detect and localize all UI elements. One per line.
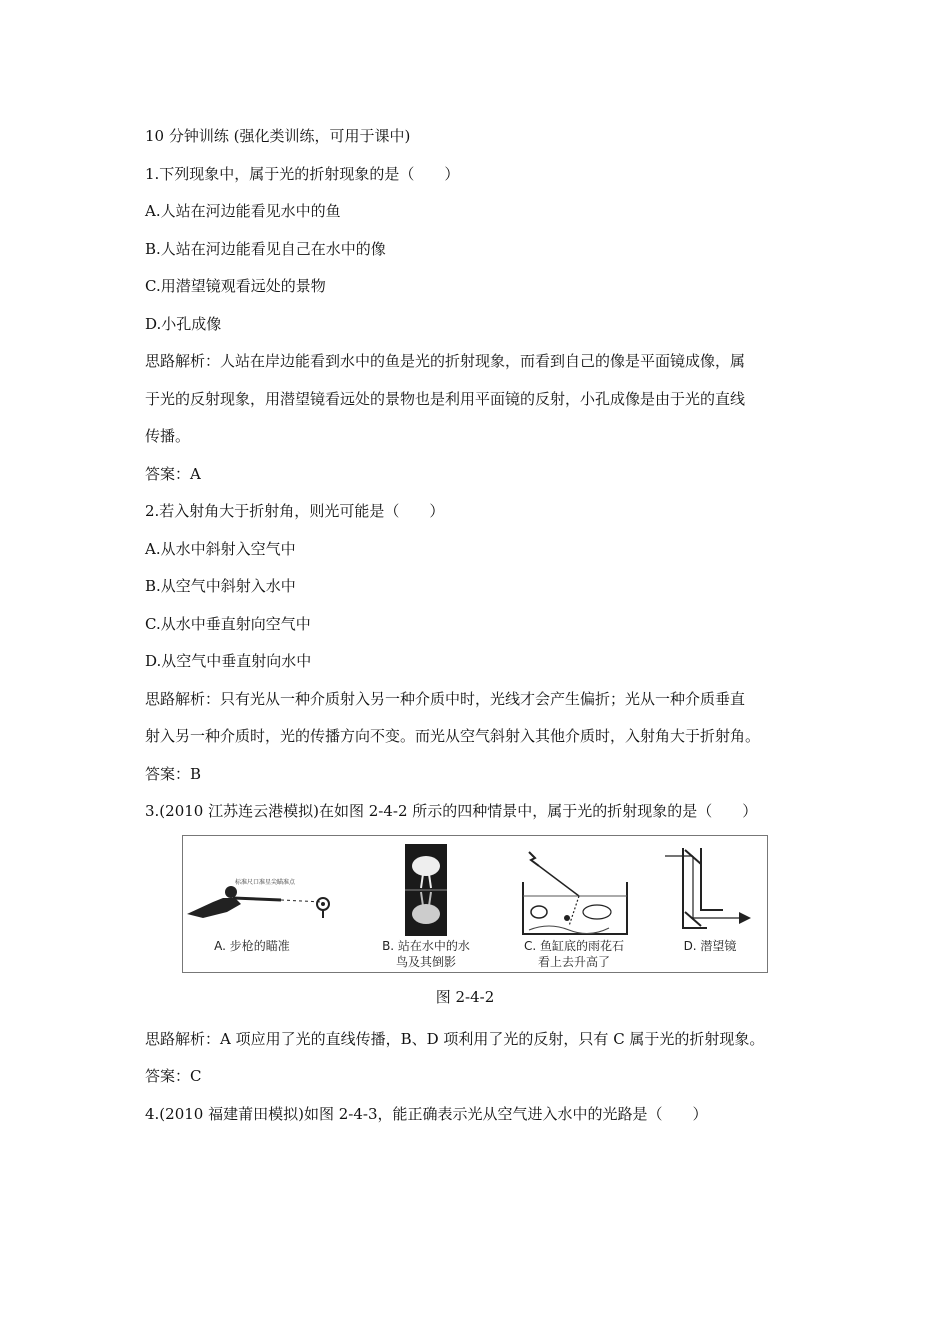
q2-answer: 答案：B	[145, 764, 202, 783]
q2-analysis-line-2: 射入另一种介质时，光的传播方向不变。而光从空气斜射入其他介质时，入射角大于折射角。	[145, 727, 761, 745]
panel-d-periscope	[657, 836, 767, 972]
q2-option-c: C.从水中垂直射向空气中	[145, 614, 311, 633]
panel-a-rifle	[183, 836, 333, 972]
panel-d-caption: D. 潜望镜	[683, 938, 737, 953]
panel-b-bird	[361, 836, 491, 972]
panel-b-caption-line-1: B. 站在水中的水	[382, 938, 470, 953]
q1-answer: 答案：A	[145, 464, 201, 483]
q1-option-a: A.人站在河边能看见水中的鱼	[145, 202, 341, 220]
panel-c-caption-line-2: 看上去升高了	[537, 954, 610, 969]
panel-c-fishtank	[509, 836, 639, 972]
q2-option-a: A.从水中斜射入空气中	[145, 539, 296, 558]
q2-analysis-line-1: 思路解析：只有光从一种介质射入另一种介质中时，光线才会产生偏折；光从一种介质垂直	[145, 689, 746, 708]
q2-option-d: D.从空气中垂直射向水中	[145, 652, 312, 670]
fish-tank-illustration	[509, 842, 639, 942]
q1-analysis-line-1: 思路解析：人站在岸边能看到水中的鱼是光的折射现象，而看到自己的像是平面镜成像，属	[145, 352, 746, 370]
q2-stem: 2.若入射角大于折射角，则光可能是（ ）	[145, 502, 445, 520]
panel-b-caption-line-2: 鸟及其倒影	[395, 954, 456, 969]
q4-stem: 4.(2010 福建莆田模拟)如图 2-4-3，能正确表示光从空气进入水中的光路是（ ）	[145, 1104, 708, 1123]
q1-option-d: D.小孔成像	[145, 314, 222, 333]
q1-analysis-line-2: 于光的反射现象，用潜望镜看远处的景物也是利用平面镜的反射，小孔成像是由于光的直线	[145, 389, 746, 408]
panel-a-tiny-label: 标准尺口准星尖瞄准点	[235, 878, 296, 886]
q2-option-b: B.从空气中斜射入水中	[145, 577, 296, 595]
figure-2-4-2	[182, 835, 768, 973]
panel-c-caption-line-1: C. 鱼缸底的雨花石	[523, 938, 624, 953]
q1-stem: 1.下列现象中，属于光的折射现象的是（ ）	[145, 164, 460, 183]
q1-analysis-line-3: 传播。	[145, 427, 191, 445]
panel-c-caption	[519, 938, 629, 970]
q3-analysis: 思路解析：A 项应用了光的直线传播，B、D 项利用了光的反射，只有 C 属于光的折射现象。	[145, 1029, 765, 1048]
bird-reflection-illustration	[361, 842, 491, 942]
figure-label: 图 2-4-2	[435, 987, 495, 1006]
document-page	[145, 118, 815, 1133]
panel-a-caption: A. 步枪的瞄准	[214, 938, 290, 953]
panel-b-caption	[371, 938, 481, 970]
q1-option-c: C.用潜望镜观看远处的景物	[145, 277, 326, 295]
rifle-aiming-illustration	[183, 842, 333, 942]
periscope-illustration	[657, 842, 767, 942]
q3-answer: 答案：C	[145, 1067, 202, 1085]
section-title: 10 分钟训练 (强化类训练，可用于课中)	[145, 127, 411, 145]
q1-option-b: B.人站在河边能看见自己在水中的像	[145, 239, 386, 258]
q3-stem: 3.(2010 江苏连云港模拟)在如图 2-4-2 所示的四种情景中，属于光的折射现象的是（ ）	[145, 802, 758, 820]
